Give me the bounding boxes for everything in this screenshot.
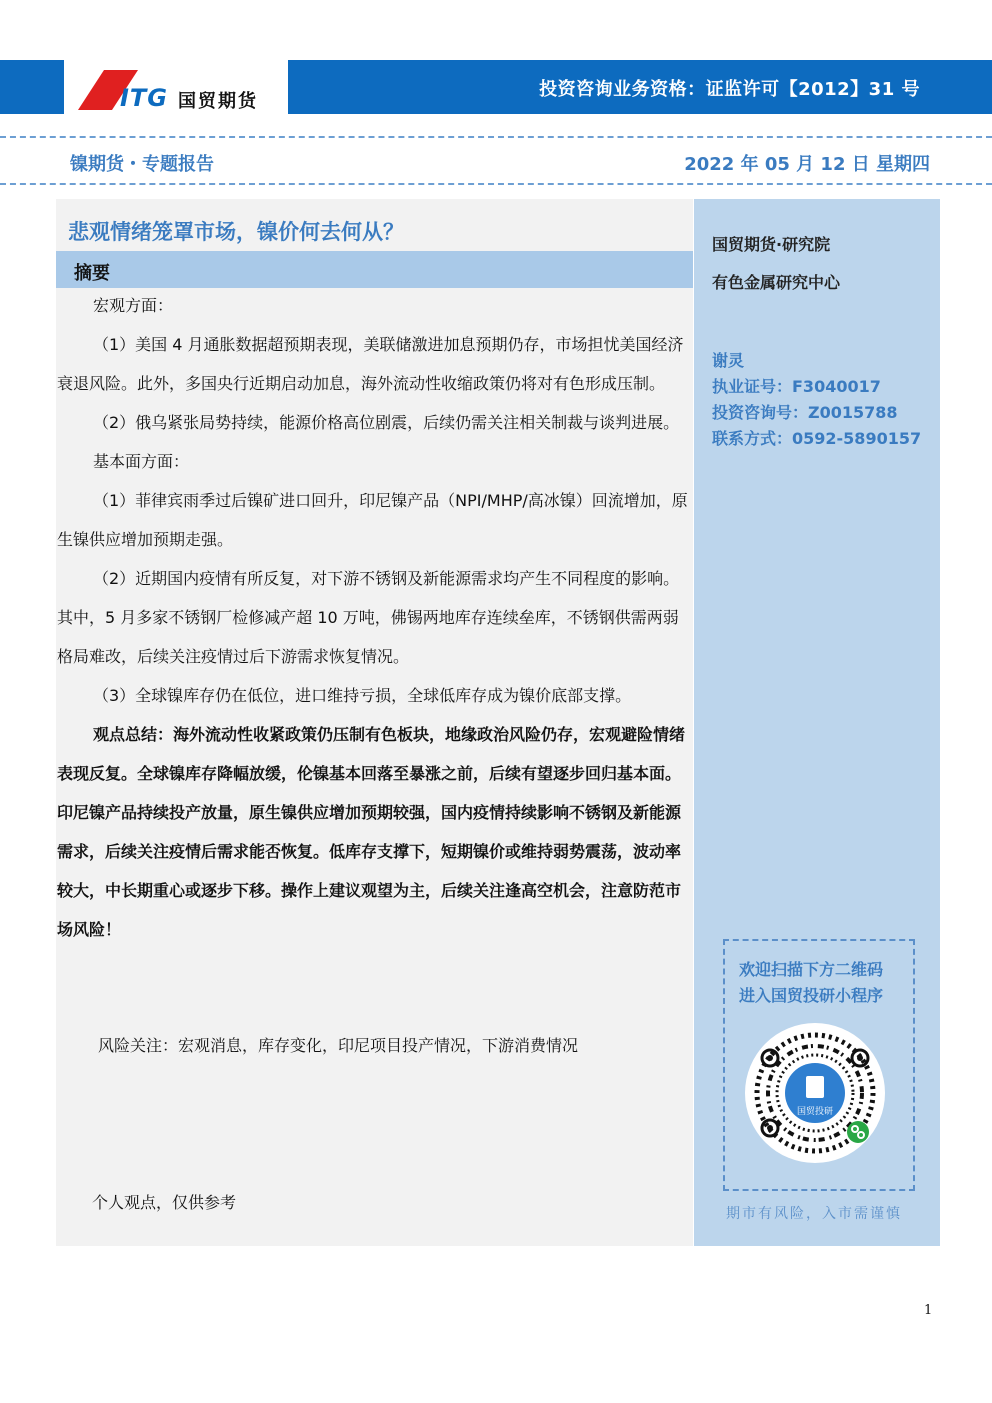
analyst-consult-no: 投资咨询号：Z0015788 [712,403,898,422]
page-number: 1 [924,1303,933,1318]
research-center: 有色金属研究中心 [712,273,841,292]
license-text: 投资咨询业务资格：证监许可【2012】31 号 [539,79,920,100]
risk-motto: 期市有风险，入市需谨慎 [726,1206,902,1222]
qr-caption-1: 欢迎扫描下方二维码 [739,960,884,979]
institute-name: 国贸期货·研究院 [712,235,831,254]
risk-note: 风险关注：宏观消息，库存变化，印尼项目投产情况，下游消费情况 [98,1036,579,1055]
disclaimer-note: 个人观点，仅供参考 [92,1193,237,1212]
analyst-contact: 联系方式：0592-5890157 [712,429,922,448]
macro-heading: 宏观方面： [93,296,174,315]
macro-point-2: （2）俄乌紧张局势持续，能源价格高位剧震，后续仍需关注相关制裁与谈判进展。 [93,413,680,432]
report-type: 镍期货・专题报告 [70,154,214,175]
report-date: 2022 年 05 月 12 日 星期四 [684,154,930,175]
mini-program-qr-icon[interactable] [742,1020,888,1166]
report-title: 悲观情绪笼罩市场，镍价何去何从？ [68,220,404,244]
qr-center-label: 国贸投研 [796,1107,834,1117]
abstract-label: 摘要 [74,263,110,284]
header-band-left [0,60,64,114]
abstract-bar [56,251,693,288]
fundamentals-point-3: （3）全球镍库存仍在低位，进口维持亏损，全球低库存成为镍价底部支撑。 [93,686,632,705]
logo-text-en: ITG [120,84,168,112]
divider-bottom [0,183,992,185]
abstract-body [57,286,691,949]
fundamentals-point-2: （2）近期国内疫情有所反复，对下游不锈钢及新能源需求均产生不同程度的影响。其中，5 月多家不锈钢厂检修减产超 10 万吨，佛锡两地库存连续垒库，不锈钢供需两弱格局难改，后续关注疫情过后下游需求恢复情况。 [57,569,680,666]
analyst-info [712,348,921,452]
fundamentals-point-1: （1）菲律宾雨季过后镍矿进口回升，印尼镍产品（NPI/MHP/高冰镍）回流增加，原生镍供应增加预期走强。 [57,491,688,549]
qr-caption-2: 进入国贸投研小程序 [739,986,884,1005]
summary-paragraph: 观点总结：海外流动性收紧政策仍压制有色板块，地缘政治风险仍存，宏观避险情绪表现反复。全球镍库存降幅放缓，伦镍基本回落至暴涨之前，后续有望逐步回归基本面。印尼镍产品持续投产放量，原生镍供应增加预期较强，国内疫情持续影响不锈钢及新能源需求，后续关注疫情后需求能否恢复。低库存支撑下，短期镍价或维持弱势震荡，波动率较大，中长期重心或逐步下移。操作上建议观望为主，后续关注逢高空机会，注意防范市场风险！ [57,725,686,939]
logo-text-cn: 国贸期货 [178,91,258,112]
fundamentals-heading: 基本面方面： [93,452,190,471]
macro-point-1: （1）美国 4 月通胀数据超预期表现，美联储激进加息预期仍存，市场担忧美国经济衰退风险。此外，多国央行近期启动加息，海外流动性收缩政策仍将对有色形成压制。 [57,335,684,393]
divider-top [0,136,992,138]
analyst-name: 谢灵 [712,351,745,370]
analyst-license: 执业证号：F3040017 [712,377,881,396]
